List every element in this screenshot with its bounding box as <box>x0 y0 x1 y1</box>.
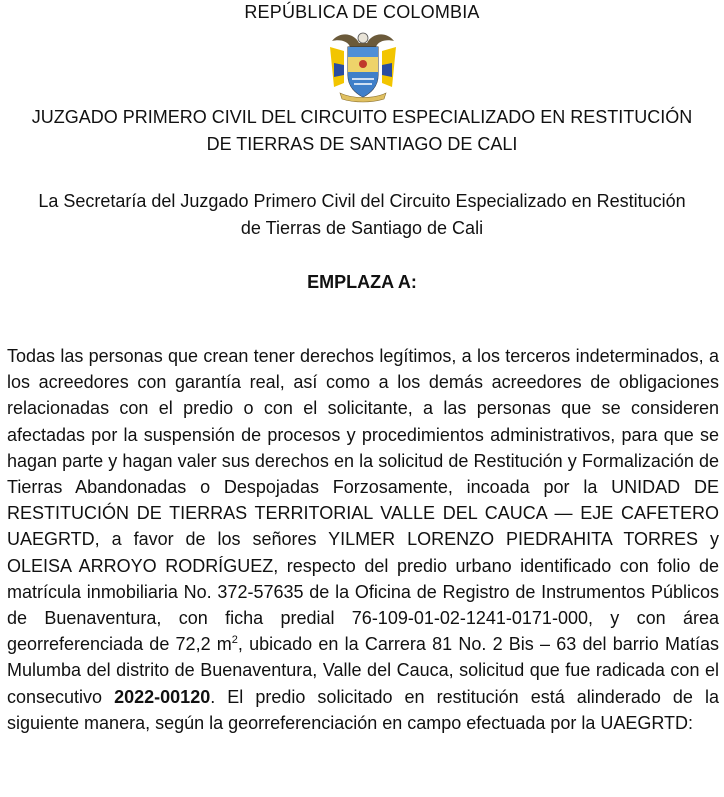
court-name-line2: DE TIERRAS DE SANTIAGO DE CALI <box>206 134 518 154</box>
secretaria-statement <box>0 188 724 242</box>
emplaza-heading: EMPLAZA A: <box>307 272 417 292</box>
colombia-coat-of-arms-icon <box>326 27 400 103</box>
area-unit-superscript: 2 <box>231 634 238 647</box>
body-text-part1: Todas las personas que crean tener derechos legítimos, a los terceros indeterminados, a los acreedores con garantía real, así como a los demás acreedores de obligaciones relacionadas con el predio o con el solicitante, a las personas que se consideren afectadas por la suspensión de procesos y procedimientos administrativos, para que se hagan parte y hagan valer sus derechos en la solicitud de Restitución y Formalización de Tierras Abandonadas o Despojadas Forzosamente, incoada por la UNIDAD DE RESTITUCIÓN DE TIERRAS TERRITORIAL VALLE DEL CAUCA — EJE CAFETERO UAEGRTD, a favor de los señores YILMER LORENZO PIEDRAHITA TORRES y OLEISA ARROYO RODRÍGUEZ, respecto del predio urbano identificado con folio de matrícula inmobiliaria No. 372-57635 de la Oficina de Registro de Instrumentos Públicos de Buenaventura, con ficha predial 76-109-01-02-1241-0171-000, y con área georreferenciada de 72,2 m <box>7 346 719 655</box>
secretaria-line1: La Secretaría del Juzgado Primero Civil del Circuito Especializado en Restitución <box>38 191 686 211</box>
body-paragraph <box>7 343 719 736</box>
court-name <box>0 104 724 158</box>
radicado-number: 2022-00120 <box>114 686 211 707</box>
court-name-line1: JUZGADO PRIMERO CIVIL DEL CIRCUITO ESPECIALIZADO EN RESTITUCIÓN <box>31 107 693 127</box>
body-text-part2: , ubicado en la Carrera 81 No. 2 Bis – 63 del barrio Matías Mulumba del distrito de Buenaventura, Valle del Cauca, solicitud que fue radicada con el consecutivo <box>7 634 719 707</box>
body-text-part3: . El predio solicitado en restitución está alinderado de la siguiente manera, según la georreferenciación en campo efectuada por la UAEGRTD: <box>7 686 719 733</box>
country-title: REPÚBLICA DE COLOMBIA <box>244 2 480 22</box>
secretaria-line2: de Tierras de Santiago de Cali <box>240 218 484 238</box>
